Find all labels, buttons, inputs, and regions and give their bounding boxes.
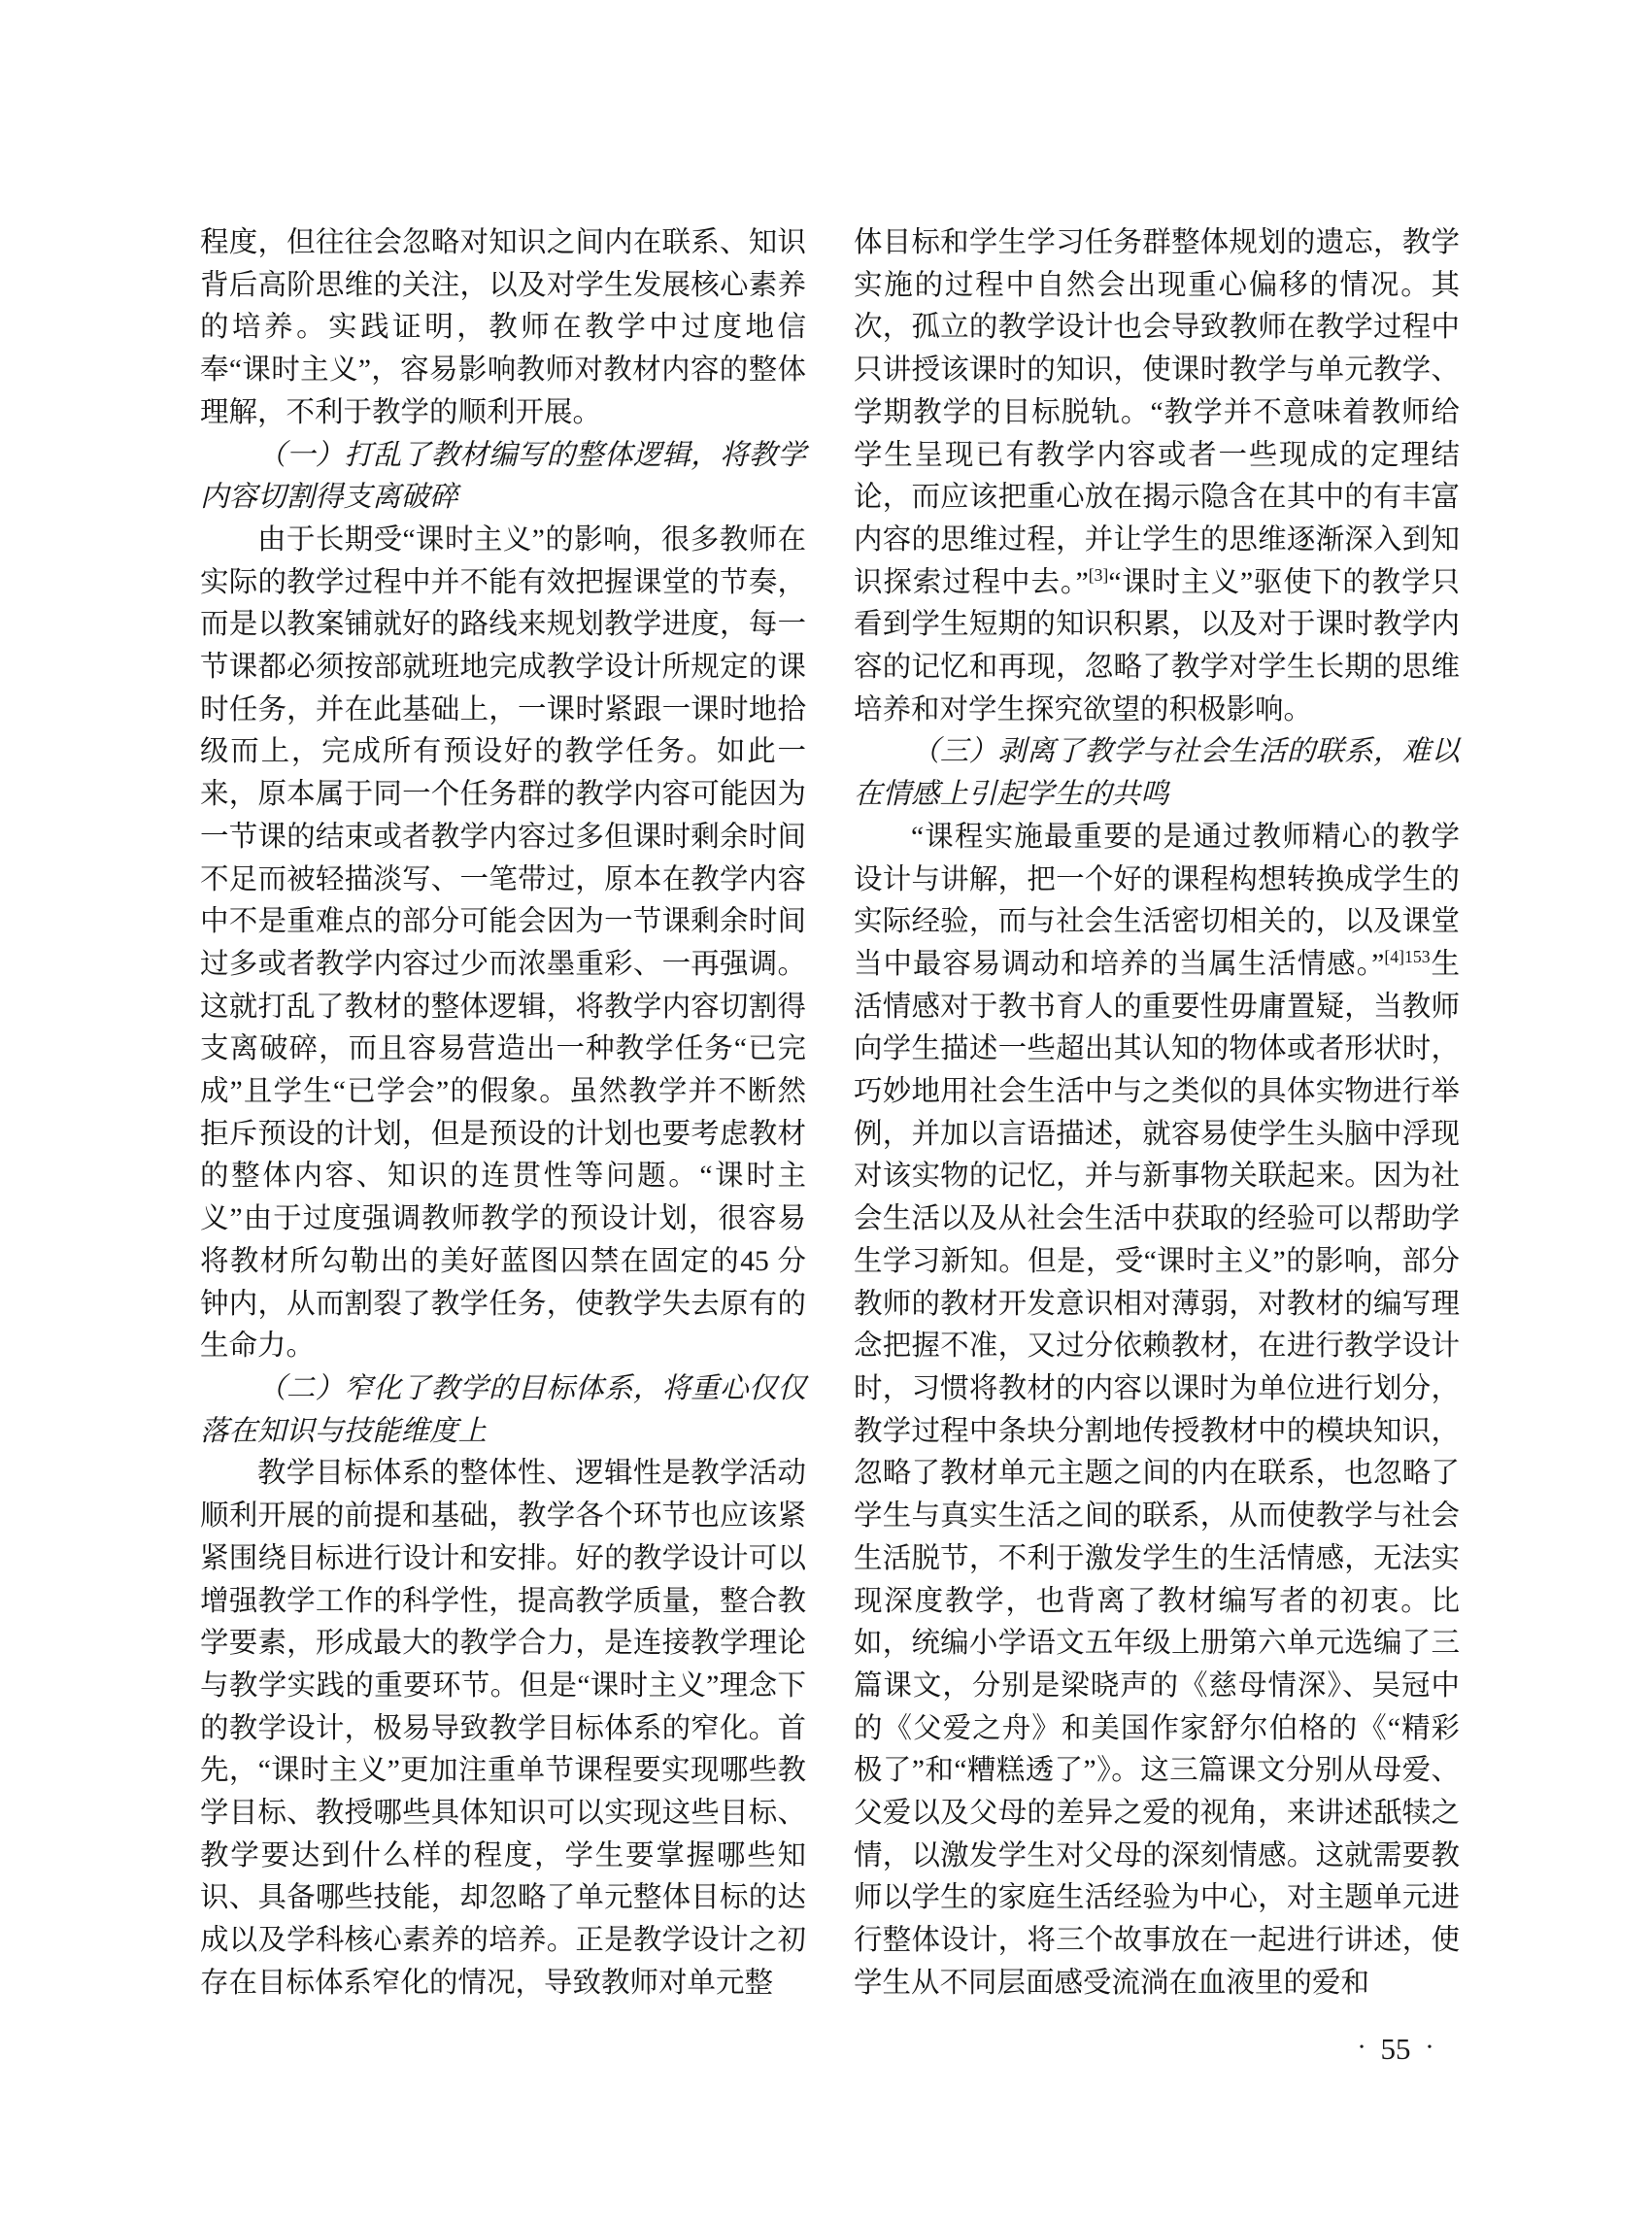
body-paragraph — [200, 222, 806, 435]
section-heading — [200, 1368, 806, 1453]
page-number-dot-right: • — [1427, 2040, 1433, 2055]
citation-superscript: [3] — [1088, 564, 1109, 585]
text-run: 体目标和学生学习任务群整体规划的遗忘，教学实施的过程中自然会出现重心偏移的情况。其次，孤立的教学设计也会导致教师在教学过程中只讲授该课时的知识，使课时教学与单元教学、学期教学的目标脱轨。“教学并不意味着教师给学生呈现已有教学内容或者一些现成的定理结论，而应该把重心放在揭示隐含在其中的有丰富内容的思维过程，并让学生的思维逐渐深入到知识探索过程中去。” — [854, 227, 1460, 598]
text-run: 程度，但往往会忽略对知识之间内在联系、知识背后高阶思维的关注，以及对学生发展核心素养的培养。实践证明，教师在教学中过度地信奉“课时主义”，容易影响教师对教材内容的整体理解，不利于教学的顺利开展。 — [200, 227, 806, 428]
section-heading — [854, 731, 1460, 816]
body-paragraph — [200, 1453, 806, 2005]
article-body — [200, 222, 1460, 2006]
page-number — [1323, 2026, 1468, 2071]
citation-superscript: [4]153 — [1384, 947, 1431, 967]
text-run: 生活情感对于教书育人的重要性毋庸置疑，当教师向学生描述一些超出其认知的物体或者形状时，巧妙地用社会生活中与之类似的具体实物进行举例，并加以言语描述，就容易使学生头脑中浮现对该实物的记忆，并与新事物关联起来。因为社会生活以及从社会生活中获取的经验可以帮助学生学习新知。但是，受“课时主义”的影响，部分教师的教材开发意识相对薄弱，对教材的编写理念把握不准，又过分依赖教材，在进行教学设计时，习惯将教材的内容以课时为单位进行划分，教学过程中条块分割地传授教材中的模块知识，忽略了教材单元主题之间的内在联系，也忽略了学生与真实生活之间的联系，从而使教学与社会生活脱节，不利于激发学生的生活情感，无法实现深度教学，也背离了教材编写者的初衷。比如，统编小学语文五年级上册第六单元选编了三篇课文，分别是梁晓声的《慈母情深》、吴冠中的《父爱之舟》和美国作家舒尔伯格的《“精彩极了”和“糟糕透了”》。这三篇课文分别从母爱、父爱以及父母的差异之爱的视角，来讲述舐犊之情，以激发学生对父母的深刻情感。这就需要教师以学生的家庭生活经验为中心，对主题单元进行整体设计，将三个故事放在一起进行讲述，使学生从不同层面感受流淌在血液里的爱和 — [854, 948, 1461, 1999]
text-run: 由于长期受“课时主义”的影响，很多教师在实际的教学过程中并不能有效把握课堂的节奏，而是以教案铺就好的路线来规划教学进度，每一节课都必须按部就班地完成教学设计所规定的课时任务，并在此基础上，一课时紧跟一课时地拾级而上，完成所有预设好的教学任务。如此一来，原本属于同一个任务群的教学内容可能因为一节课的结束或者教学内容过多但课时剩余时间不足而被轻描淡写、一笔带过，原本在教学内容中不是重难点的部分可能会因为一节课剩余时间过多或者教学内容过少而浓墨重彩、一再强调。这就打乱了教材的整体逻辑，将教学内容切割得支离破碎，而且容易营造出一种教学任务“已完成”且学生“已学会”的假象。虽然教学并不断然拒斥预设的计划，但是预设的计划也要考虑教材的整体内容、知识的连贯性等问题。“课时主义”由于过度强调教师教学的预设计划，很容易将教材所勾勒出的美好蓝图囚禁在固定的45 分钟内，从而割裂了教学任务，使教学失去原有的生命力。 — [200, 523, 807, 1363]
text-run: （一）打乱了教材编写的整体逻辑，将教学内容切割得支离破碎 — [200, 439, 806, 514]
text-run: （二）窄化了教学的目标体系，将重心仅仅落在知识与技能维度上 — [200, 1372, 806, 1447]
text-column-left — [200, 222, 806, 2006]
page-number-value: 55 — [1380, 2031, 1411, 2066]
body-paragraph — [854, 222, 1460, 731]
body-paragraph — [200, 520, 806, 1368]
text-run: “课程实施最重要的是通过教师精心的教学设计与讲解，把一个好的课程构想转换成学生的实际经验，而与社会生活密切相关的，以及课堂当中最容易调动和培养的当属生活情感。” — [854, 821, 1460, 980]
text-column-right — [854, 222, 1460, 2006]
section-heading — [200, 435, 806, 520]
text-run: （三）剥离了教学与社会生活的联系，难以在情感上引起学生的共鸣 — [854, 736, 1460, 811]
body-paragraph — [854, 817, 1460, 2006]
page-number-dot-left: • — [1359, 2040, 1365, 2055]
text-run: “课时主义”驱使下的教学只看到学生短期的知识积累，以及对于课时教学内容的记忆和再现，忽略了教学对学生长期的思维培养和对学生探究欲望的积极影响。 — [854, 566, 1461, 725]
text-run: 教学目标体系的整体性、逻辑性是教学活动顺利开展的前提和基础，教学各个环节也应该紧紧围绕目标进行设计和安排。好的教学设计可以增强教学工作的科学性，提高教学质量，整合教学要素，形成最大的教学合力，是连接教学理论与教学实践的重要环节。但是“课时主义”理念下的教学设计，极易导致教学目标体系的窄化。首先，“课时主义”更加注重单节课程要实现哪些教学目标、教授哪些具体知识可以实现这些目标、教学要达到什么样的程度，学生要掌握哪些知识、具备哪些技能，却忽略了单元整体目标的达成以及学科核心素养的培养。正是教学设计之初存在目标体系窄化的情况，导致教师对单元整 — [200, 1458, 806, 1999]
